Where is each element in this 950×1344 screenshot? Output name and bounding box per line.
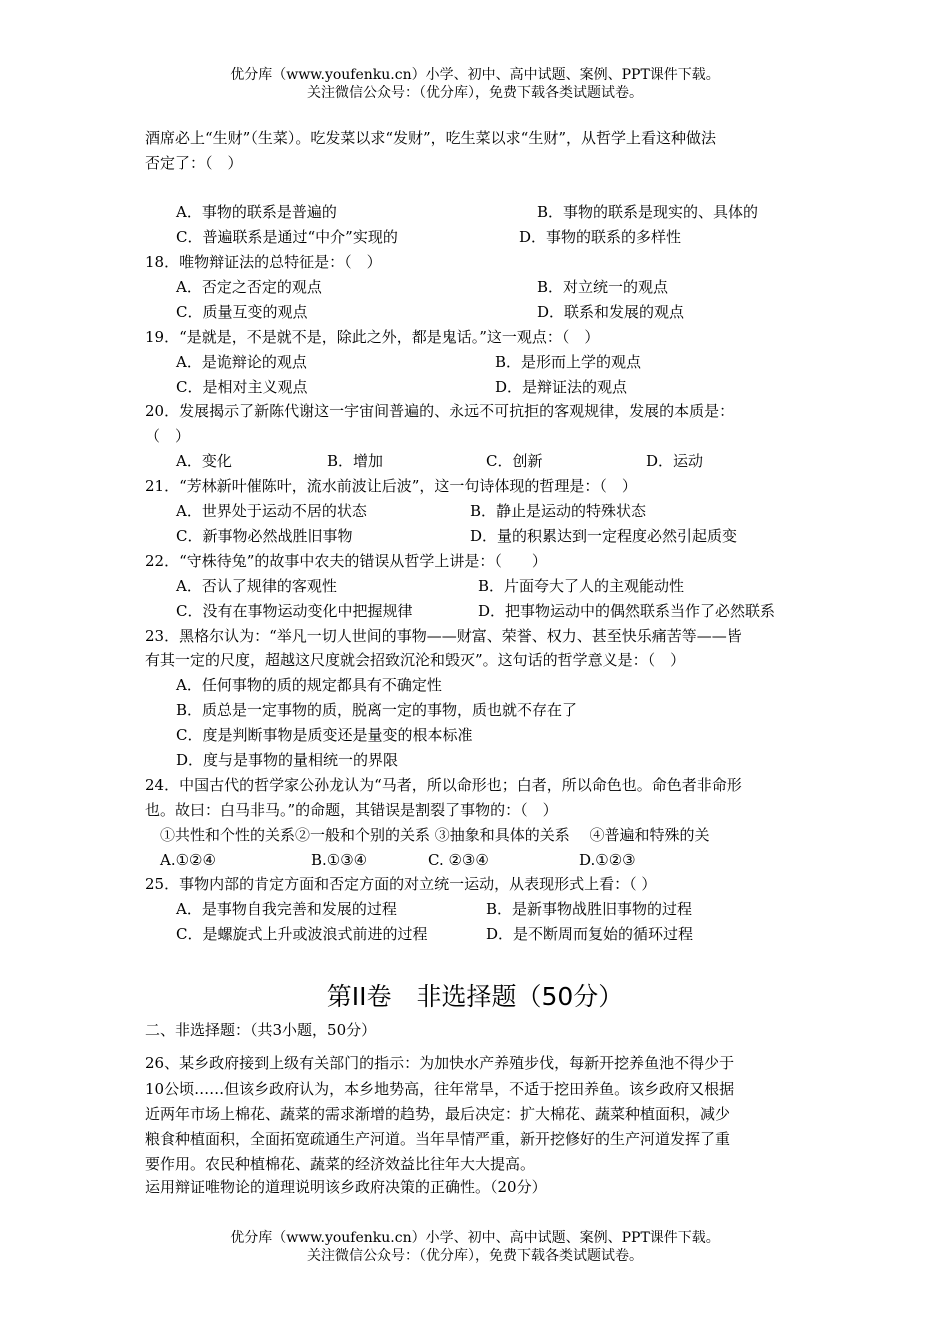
header-line-1: 优分库（www.youfenku.cn）小学、初中、高中试题、案例、PPT课件下载。 [230,67,720,83]
q22-option-a: A．否认了规律的客观性 [176,577,337,595]
q24-items: ①共性和个性的关系②一般和个别的关系 ③抽象和具体的关系 ④普遍和特殊的关 [160,826,710,844]
header-line-2: 关注微信公众号：（优分库），免费下载各类试题试卷。 [307,85,643,101]
q20-option-b: B．增加 [327,452,384,470]
q26-line-3: 近两年市场上棉花、蔬菜的需求渐增的趋势，最后决定：扩大棉花、蔬菜种植面积，减少 [145,1105,731,1123]
q20-option-a: A．变化 [176,452,232,470]
q17-stem-line-2: 否定了：（ ） [145,154,243,172]
q24-stem-line-1: 24．中国古代的哲学家公孙龙认为“马者，所以命形也；白者，所以命色也。命色者非命形 [145,776,742,794]
q17-option-c: C．普遍联系是通过“中介”实现的 [176,228,398,246]
q24-option-b: B.①③④ [311,851,368,869]
part-2-title: 第II卷 非选择题（50分） [326,982,624,1011]
q17-option-a: A．事物的联系是普遍的 [176,203,337,221]
q25-option-d: D．是不断周而复始的循环过程 [486,925,694,943]
q23-option-d: D．度与是事物的量相统一的界限 [176,751,399,769]
q25-option-c: C．是螺旋式上升或波浪式前进的过程 [176,925,428,943]
q18-option-a: A．否定之否定的观点 [176,278,322,296]
q26-line-4: 粮食种植面积，全面拓宽疏通生产河道。当年旱情严重，新开挖修好的生产河道发挥了重 [145,1130,731,1148]
q25-option-a: A．是事物自我完善和发展的过程 [176,900,397,918]
q19-option-b: B．是形而上学的观点 [495,353,642,371]
q23-option-a: A．任何事物的质的规定都具有不确定性 [176,676,442,694]
q17-stem-line-1: 酒席必上“生财”（生菜）。吃发菜以求“发财”，吃生菜以求“生财”，从哲学上看这种做法 [145,129,717,147]
q25-option-b: B．是新事物战胜旧事物的过程 [486,900,693,918]
q19-option-a: A．是诡辩论的观点 [176,353,307,371]
q20-stem-line-1: 20．发展揭示了新陈代谢这一宇宙间普遍的、永远不可抗拒的客观规律，发展的本质是： [145,402,735,420]
q21-option-d: D．量的积累达到一定程度必然引起质变 [470,527,738,545]
q19-option-c: C．是相对主义观点 [176,378,308,396]
q21-option-a: A．世界处于运动不居的状态 [176,502,367,520]
footer-line-1: 优分库（www.youfenku.cn）小学、初中、高中试题、案例、PPT课件下载。 [230,1230,720,1246]
q24-stem-line-2: 也。故曰：白马非马。”的命题，其错误是割裂了事物的：（ ） [145,801,558,819]
q19-option-d: D．是辩证法的观点 [495,378,628,396]
q26-line-1: 26、某乡政府接到上级有关部门的指示：为加快水产养殖步伐，每新开挖养鱼池不得少于 [145,1054,735,1072]
q17-option-d: D．事物的联系的多样性 [519,228,682,246]
section-heading: 二、非选择题：（共3小题，50分） [145,1021,377,1039]
q21-stem: 21．“芳林新叶催陈叶，流水前波让后波”，这一句诗体现的哲理是：（ ） [145,477,637,495]
q24-option-c: C. ②③④ [428,851,489,869]
q18-stem: 18．唯物辩证法的总特征是：（ ） [145,253,382,271]
page-footer [0,1229,950,1265]
q26-line-5: 要作用。农民种植棉花、蔬菜的经济效益比往年大大提高。 [145,1155,536,1173]
q21-option-c: C．新事物必然战胜旧事物 [176,527,353,545]
footer-line-2: 关注微信公众号：（优分库），免费下载各类试题试卷。 [307,1248,643,1264]
q26-line-2: 10公顷……但该乡政府认为，本乡地势高，往年常旱，不适于挖田养鱼。该乡政府又根据 [145,1080,735,1098]
q25-stem: 25．事物内部的肯定方面和否定方面的对立统一运动，从表现形式上看：（ ） [145,875,657,893]
q20-option-c: C．创新 [486,452,543,470]
q23-option-b: B．质总是一定事物的质，脱离一定的事物，质也就不存在了 [176,701,578,719]
q18-option-d: D．联系和发展的观点 [537,303,685,321]
q20-option-d: D．运动 [646,452,704,470]
q18-option-b: B．对立统一的观点 [537,278,669,296]
q24-option-a: A.①②④ [160,851,216,869]
q22-option-b: B．片面夸大了人的主观能动性 [478,577,685,595]
q26-task: 运用辩证唯物论的道理说明该乡政府决策的正确性。（20分） [145,1178,547,1196]
q22-option-c: C．没有在事物运动变化中把握规律 [176,602,413,620]
q21-option-b: B．静止是运动的特殊状态 [470,502,647,520]
q24-option-d: D.①②③ [579,851,636,869]
q18-option-c: C．质量互变的观点 [176,303,308,321]
q22-stem: 22．“守株待兔”的故事中农夫的错误从哲学上讲是：（ ） [145,552,547,570]
page-header [0,66,950,102]
q17-option-b: B．事物的联系是现实的、具体的 [537,203,759,221]
q19-stem: 19．“是就是，不是就不是，除此之外，都是鬼话。”这一观点：（ ） [145,328,600,346]
q22-option-d: D．把事物运动中的偶然联系当作了必然联系 [478,602,776,620]
q23-stem-line-1: 23．黑格尔认为：“举凡一切人世间的事物——财富、荣誉、权力、甚至快乐痛苦等——皆 [145,627,742,645]
q23-option-c: C．度是判断事物是质变还是量变的根本标准 [176,726,473,744]
q23-stem-line-2: 有其一定的尺度，超越这尺度就会招致沉沦和毁灭”。这句话的哲学意义是：（ ） [145,651,686,669]
q20-stem-line-2: （ ） [145,427,191,445]
